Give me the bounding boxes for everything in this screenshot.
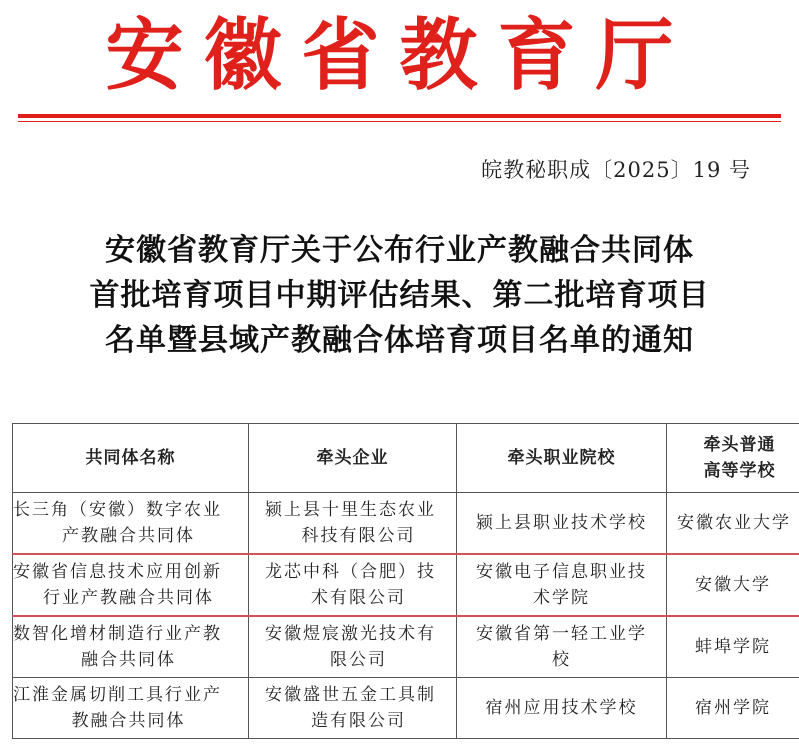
- lead-university-cell: 安徽农业大学: [667, 493, 799, 555]
- table-header-row: [13, 424, 799, 493]
- red-divider-thin: [18, 121, 781, 122]
- cell-line: 产教融合共同体: [62, 526, 195, 546]
- cell-line: 安徽省第一轻工业学: [476, 624, 647, 644]
- lead-university-cell: 宿州学院: [667, 678, 799, 739]
- cell-line: 融合共同体: [81, 650, 176, 670]
- cell-line: 科技有限公司: [301, 526, 416, 546]
- cell-line: 龙芯中科（合肥）技: [265, 562, 436, 582]
- community-name-cell: [13, 493, 249, 555]
- red-divider-thick: [18, 114, 781, 118]
- cell-line: 江淮金属切削工具行业产: [13, 685, 222, 705]
- cell-line: 安徽盛世五金工具制: [265, 685, 436, 705]
- community-name-cell: [13, 616, 249, 678]
- table-row: [13, 678, 799, 739]
- cell-line: 宿州应用技术学校: [485, 698, 638, 718]
- cell-line: 长三角（安徽）数字农业: [13, 500, 222, 520]
- title-line-2: 首批培育项目中期评估结果、第二批培育项目: [89, 278, 710, 313]
- header-lead-vocational-school: 牵头职业院校: [457, 424, 667, 493]
- header-lead-university-line-1: 牵头普通: [703, 435, 776, 455]
- cell-line: 安徽省信息技术应用创新: [13, 562, 222, 582]
- cell-line: 安徽电子信息职业技: [476, 562, 647, 582]
- cell-line: 造有限公司: [311, 711, 406, 731]
- header-lead-university-line-2: 高等学校: [703, 461, 776, 481]
- lead-vocational-cell: [457, 678, 667, 739]
- cell-line: 颍上县十里生态农业: [265, 500, 436, 520]
- cell-line: 数智化增材制造行业产教: [13, 624, 222, 644]
- document-number: 皖教秘职成〔2025〕19 号: [481, 158, 751, 182]
- community-name-cell: [13, 678, 249, 739]
- cell-line: 校: [552, 650, 571, 670]
- cell-line: 教融合共同体: [71, 711, 186, 731]
- cell-line: 颍上县职业技术学校: [476, 513, 647, 533]
- lead-university-cell: 安徽大学: [667, 554, 799, 616]
- lead-vocational-cell: [457, 554, 667, 616]
- title-line-3: 名单暨县域产教融合体培育项目名单的通知: [105, 323, 694, 358]
- table-row: [13, 493, 799, 555]
- cell-line: 限公司: [330, 650, 387, 670]
- lead-enterprise-cell: [249, 616, 457, 678]
- lead-enterprise-cell: [249, 493, 457, 555]
- community-name-cell: [13, 554, 249, 616]
- org-masthead: 安徽省教育厅: [105, 10, 694, 101]
- lead-vocational-cell: [457, 493, 667, 555]
- cell-line: 安徽煜宸激光技术有: [265, 624, 436, 644]
- lead-enterprise-cell: [249, 554, 457, 616]
- lead-enterprise-cell: [249, 678, 457, 739]
- header-community-name: 共同体名称: [13, 424, 249, 493]
- cell-line: 术有限公司: [311, 588, 406, 608]
- header-lead-enterprise: 牵头企业: [249, 424, 457, 493]
- title-line-1: 安徽省教育厅关于公布行业产教融合共同体: [105, 233, 694, 268]
- cell-line: 术学院: [533, 588, 590, 608]
- community-table: [12, 423, 799, 739]
- cell-line: 行业产教融合共同体: [43, 588, 214, 608]
- table-row: [13, 554, 799, 616]
- table-row: [13, 616, 799, 678]
- document-title: [0, 228, 799, 363]
- header-lead-university: [667, 424, 799, 493]
- lead-vocational-cell: [457, 616, 667, 678]
- lead-university-cell: 蚌埠学院: [667, 616, 799, 678]
